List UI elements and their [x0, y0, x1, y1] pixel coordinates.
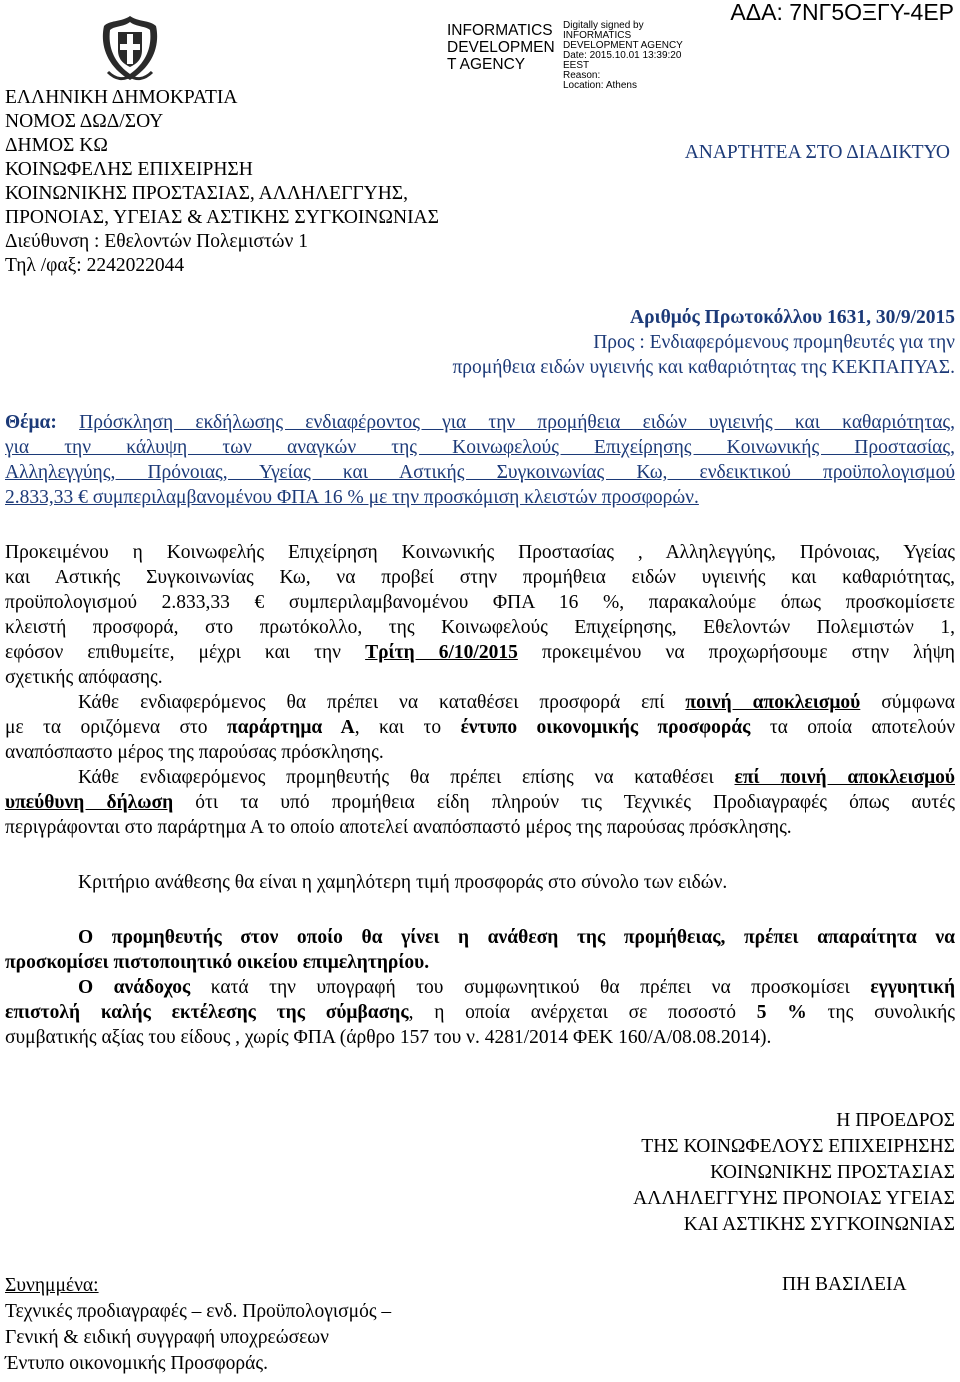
body-line: προσκομίσει πιστοποιητικό οικείου επιμελητηρίου. [5, 952, 430, 973]
body-line: Προκειμένου η Κοινωφελής Επιχείρηση Κοινωνικής Προστασίας , Αλληλεγγύης, Πρόνοιας, Υγείας [5, 542, 955, 563]
body-text: κατά την υπογραφή του συμφωνητικού θα πρέπει να προσκομίσει [210, 977, 850, 998]
signature-detail-line: EEST [563, 60, 590, 71]
attachment-item: Έντυπο οικονομικής Προσφοράς. [5, 1353, 268, 1374]
body-text: Κάθε ενδιαφερόμενος προμηθευτής θα πρέπει επίσης να καταθέσει [78, 767, 714, 788]
body-text: τα οποία αποτελούν [769, 717, 955, 738]
signature-detail-line: Date: 2015.10.01 13:39:20 [563, 50, 682, 61]
body-line [78, 691, 955, 715]
recipient-line: προμήθεια ειδών υγιεινής και καθαριότητας της ΚΕΚΠΑΠΥΑΣ. [452, 357, 955, 378]
body-text: , και το [354, 717, 442, 738]
attachment-item: Γενική & ειδική συγγραφή υποχρεώσεων [5, 1327, 329, 1348]
body-text: ότι τα υπό προμήθεια είδη πληρούν τις Τεχνικές Προδιαγραφές όπως αυτές [195, 792, 955, 813]
attachments-label: Συνημμένα: [5, 1275, 99, 1296]
body-line: και Αστικής Συγκοινωνίας Κω, να προβεί στην προμήθεια ειδών υγιεινής και καθαριότητας, [5, 567, 955, 588]
body-text: προκειμένου να προχωρήσουμε στην λήψη [541, 642, 955, 663]
signature-line: ΚΟΙΝΩΝΙΚΗΣ ΠΡΟΣΤΑΣΙΑΣ [710, 1162, 955, 1183]
sender-line: ΝΟΜΟΣ ΔΩΔ/ΣΟΥ [5, 111, 164, 132]
body-line [5, 791, 955, 815]
body-text: σύμφωνα [881, 692, 955, 713]
sender-block [5, 86, 439, 278]
body-line: προϋπολογισμού 2.833,33 € συμπεριλαμβανομένου ΦΠΑ 16 %, παρακαλούμε όπως προσκομίσετε [5, 592, 955, 613]
body-line [5, 716, 955, 740]
signer-org-line: T AGENCY [447, 56, 526, 73]
body-line: σχετικής απόφασης. [5, 667, 163, 688]
body-line: Ο προμηθευτής στον οποίο θα γίνει η ανάθεση της προμήθειας, πρέπει απαραίτητα να [78, 927, 955, 948]
emphasis-text: Ο ανάδοχος [78, 977, 191, 998]
signature-block [633, 1108, 955, 1238]
signature-line: Η ΠΡΟΕΔΡΟΣ [836, 1110, 955, 1131]
body-line [5, 1001, 955, 1025]
emphasis-text: υπεύθυνη δήλωση [5, 792, 174, 813]
signature-detail-line: DEVELOPMENT AGENCY [563, 40, 683, 51]
emphasis-text: ποινή αποκλεισμού [685, 692, 861, 713]
signature-detail-line: INFORMATICS [563, 30, 632, 41]
body-line: αναπόσπαστο μέρος της παρούσας πρόσκλησης. [5, 742, 384, 763]
sender-line: ΚΟΙΝΩΦΕΛΗΣ ΕΠΙΧΕΙΡΗΣΗ [5, 159, 253, 180]
award-criterion: Κριτήριο ανάθεσης θα είναι η χαμηλότερη τιμή προσφοράς στο σύνολο των ειδών. [78, 872, 728, 893]
signer-org-line: DEVELOPMEN [447, 39, 555, 56]
publish-note: ΑΝΑΡΤΗΤΕΑ ΣΤΟ ΔΙΑΔΙΚΤΥΟ [684, 142, 950, 163]
recipient-line: Προς : Ενδιαφερόμενους προμηθευτές για την [593, 332, 955, 353]
digital-signature-details [563, 21, 683, 91]
sender-line: ΚΟΙΝΩΝΙΚΗΣ ΠΡΟΣΤΑΣΙΑΣ, ΑΛΛΗΛΕΓΓΥΗΣ, [5, 183, 409, 204]
emphasis-text: παράρτημα Α [226, 717, 355, 738]
body-text: , η οποία ανέρχεται σε ποσοστό [408, 1002, 736, 1023]
signature-line: ΑΛΛΗΛΕΓΓΥΗΣ ΠΡΟΝΟΙΑΣ ΥΓΕΙΑΣ [633, 1188, 955, 1209]
signature-detail-line: Location: Athens [563, 80, 637, 91]
body-line [5, 641, 955, 665]
greek-coat-of-arms-icon [98, 14, 162, 84]
body-line: περιγράφονται στο παράρτημα Α το οποίο αποτελεί αναπόσπαστό μέρος της παρούσας πρόσκλησης. [5, 817, 792, 838]
sender-line: ΔΗΜΟΣ ΚΩ [5, 135, 108, 156]
emphasis-text: επί ποινή αποκλεισμού [734, 767, 955, 788]
ada-code: ΑΔΑ: 7ΝΓ5ΟΞΓΥ-4ΕΡ [730, 0, 954, 25]
subject-text: Πρόσκληση εκδήλωσης ενδιαφέροντος για την προμήθεια ειδών υγιεινής και καθαριότητας, [79, 412, 955, 433]
sender-line: Τηλ /φαξ: 2242022044 [5, 255, 185, 276]
signature-line: ΤΗΣ ΚΟΙΝΩΦΕΛΟΥΣ ΕΠΙΧΕΙΡΗΣΗΣ [641, 1136, 955, 1157]
body-text: της συνολικής [827, 1002, 955, 1023]
subject-line: για την κάλυψη των αναγκών της Κοινωφελούς Επιχείρησης Κοινωνικής Προστασίας, [5, 437, 955, 458]
sender-line: Διεύθυνση : Εθελοντών Πολεμιστών 1 [5, 231, 308, 252]
protocol-number: Αριθμός Πρωτοκόλλου 1631, 30/9/2015 [630, 307, 955, 328]
sender-line: ΕΛΛΗΝΙΚΗ ΔΗΜΟΚΡΑΤΙΑ [5, 87, 238, 108]
attachment-item: Τεχνικές προδιαγραφές – ενδ. Προϋπολογισμός – [5, 1301, 392, 1322]
body-text: με τα οριζόμενα στο [5, 717, 208, 738]
signature-detail-line: Digitally signed by [563, 20, 644, 31]
emphasis-text: επιστολή καλής εκτέλεσης της σύμβασης [5, 1002, 409, 1023]
body-text: Κάθε ενδιαφερόμενος θα πρέπει να καταθέσει προσφορά επί [78, 692, 665, 713]
signer-org-line: INFORMATICS [447, 22, 553, 39]
subject-line: Αλληλεγγύης, Πρόνοιας, Υγείας και Αστικής Συγκοινωνίας Κω, ενδεικτικού προϋπολογισμού [5, 462, 955, 483]
body-line [78, 976, 955, 1000]
deadline-date: Τρίτη 6/10/2015 [365, 642, 518, 663]
body-line: συμβατικής αξίας του είδους , χωρίς ΦΠΑ (άρθρο 157 του ν. 4281/2014 ΦΕΚ 160/Α/08.08.2014). [5, 1027, 772, 1048]
emphasis-text: εγγυητική [870, 977, 955, 998]
body-line [78, 766, 955, 790]
subject-line [5, 411, 955, 435]
emphasis-text: έντυπο οικονομικής προσφοράς [460, 717, 751, 738]
signer-org [447, 22, 555, 73]
subject-label: Θέμα: [5, 412, 57, 433]
body-text: εφόσον επιθυμείτε, μέχρι και την [5, 642, 341, 663]
body-line: κλειστή προσφορά, στο πρωτόκολλο, της Κοινωφελούς Επιχείρησης, Εθελοντών Πολεμιστών 1, [5, 617, 955, 638]
sender-line: ΠΡΟΝΟΙΑΣ, ΥΓΕΙΑΣ & ΑΣΤΙΚΗΣ ΣΥΓΚΟΙΝΩΝΙΑΣ [5, 207, 439, 228]
subject-line: 2.833,33 € συμπεριλαμβανομένου ΦΠΑ 16 % με την προσκόμιση κλειστών προσφορών. [5, 487, 699, 508]
signatory-name: ΠΗ ΒΑΣΙΛΕΙΑ [782, 1274, 907, 1295]
emphasis-text: 5 % [756, 1002, 807, 1023]
signature-line: ΚΑΙ ΑΣΤΙΚΗΣ ΣΥΓΚΟΙΝΩΝΙΑΣ [683, 1214, 955, 1235]
signature-detail-line: Reason: [563, 70, 601, 81]
